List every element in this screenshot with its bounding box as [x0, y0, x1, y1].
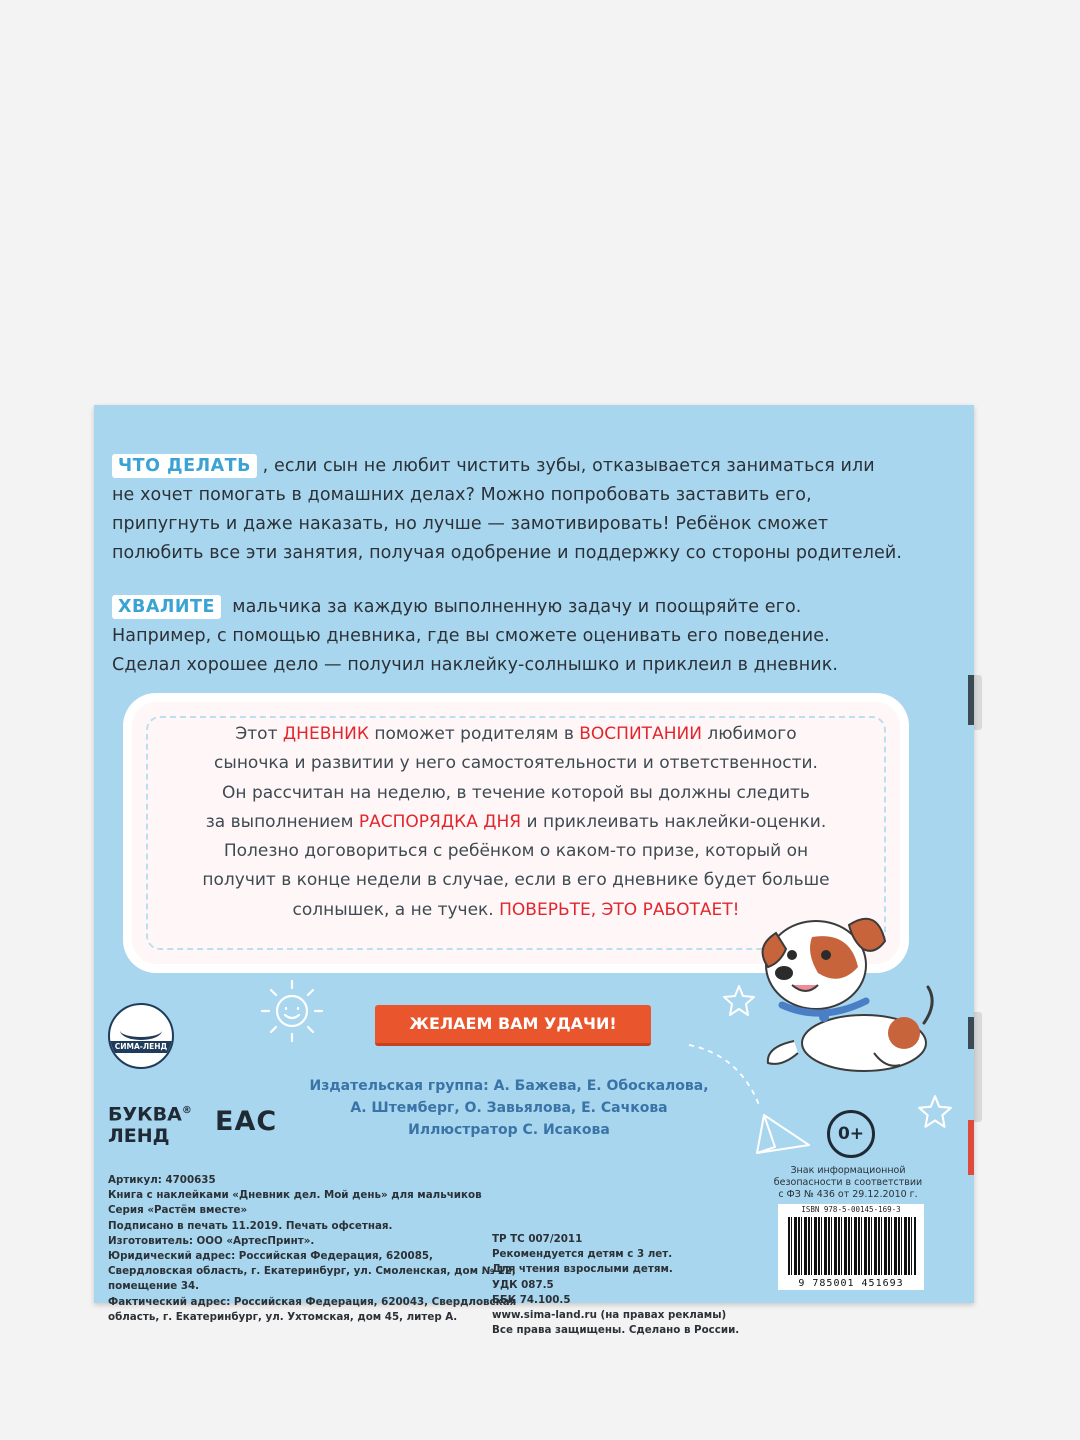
imprint-right — [492, 1232, 739, 1338]
imprint-line: Артикул: 4700635 — [108, 1174, 216, 1186]
notice-line: получит в конце недели в случае, если в его дневнике будет больше — [202, 870, 830, 891]
notice-red-word: РАСПОРЯДКА ДНЯ — [358, 811, 522, 832]
notice-text-segment: за выполнением — [205, 811, 359, 832]
imprint-line: Свердловская область, г. Екатеринбург, ул. Смоленская, дом № 12, — [108, 1265, 516, 1278]
red-page-marker — [968, 1120, 974, 1175]
dog-illustration — [754, 893, 944, 1073]
bukva-logo-word: БУКВА — [108, 1103, 182, 1126]
imprint-line: ББК 74.100.5 — [492, 1293, 571, 1306]
star-doodle-icon — [721, 983, 757, 1019]
imprint-line: Фактический адрес: Российская Федерация, 620043, Свердловская — [108, 1295, 517, 1308]
intro-highlight: ЧТО ДЕЛАТЬ — [112, 454, 257, 478]
notice-line: Он рассчитан на неделю, в течение которой вы должны следить — [222, 782, 810, 803]
book-back-cover — [94, 405, 974, 1337]
praise-line: Сделал хорошее дело — получил наклейку-солнышко и приклеил в дневник. — [112, 655, 839, 675]
publishers-credits — [274, 1075, 744, 1141]
imprint-line: Рекомендуется детям с 3 лет. — [492, 1248, 673, 1261]
credits-line: Иллюстратор С. Исакова — [408, 1122, 610, 1138]
praise-paragraph — [112, 593, 962, 680]
imprint-line: область, г. Екатеринбург, ул. Ухтомская, дом 45, литер А. — [108, 1310, 458, 1323]
isbn-text: ISBN 978-5-00145-169-3 — [801, 1205, 901, 1214]
age-note-line: Знак информационной — [790, 1165, 906, 1176]
notice-red-word: ДНЕВНИК — [282, 724, 369, 744]
page-marker — [968, 675, 974, 725]
notice-line: Полезно договориться с ребёнком о каком-то призе, который он — [223, 841, 809, 862]
age-note-line: безопасности в соответствии — [773, 1177, 923, 1188]
bukva-logo-word: ЛЕНД — [108, 1125, 170, 1148]
intro-line: полюбить все эти занятия, получая одобрение и поддержку со стороны родителей. — [112, 543, 902, 563]
notice-text-segment: Этот — [235, 724, 283, 744]
praise-line: Например, с помощью дневника, где вы сможете оценивать его поведение. — [112, 626, 830, 646]
seal-text: СИМА-ЛЕНД — [110, 1041, 172, 1053]
imprint-line: Юридический адрес: Российская Федерация, 620085, — [108, 1250, 433, 1263]
praise-highlight: ХВАЛИТЕ — [112, 595, 221, 619]
star-doodle-icon — [916, 1093, 954, 1131]
isbn-barcode — [778, 1204, 924, 1290]
credits-line: А. Штемберг, О. Завьялова, Е. Сачкова — [350, 1100, 668, 1116]
imprint-line: Серия «Растём вместе» — [108, 1204, 248, 1217]
notice-text-segment: любимого — [701, 724, 797, 744]
intro-line: припугнуть и даже наказать, но лучше — замотивировать! Ребёнок сможет — [112, 514, 829, 534]
sun-doodle-icon — [257, 975, 327, 1045]
registered-mark: ® — [181, 1105, 192, 1116]
eac-mark: EAC — [215, 1106, 278, 1137]
intro-line: , если сын не любит чистить зубы, отказывается заниматься или — [262, 456, 875, 476]
barcode-bars — [788, 1217, 916, 1275]
barcode-digits: 9 785001 451693 — [798, 1278, 904, 1289]
seal-wave-mark — [120, 1021, 162, 1040]
imprint-line: УДК 087.5 — [492, 1278, 554, 1291]
imprint-line: ТР ТС 007/2011 — [492, 1233, 583, 1245]
bukva-lend-logo — [108, 1100, 192, 1147]
imprint-left — [108, 1173, 516, 1325]
sima-land-logo — [108, 1003, 174, 1069]
wish-good-luck-banner: ЖЕЛАЕМ ВАМ УДАЧИ! — [375, 1005, 651, 1046]
intro-paragraph — [112, 452, 962, 568]
notice-text-segment: солнышек, а не тучек. — [292, 899, 500, 920]
praise-line: мальчика за каждую выполненную задачу и поощряйте его. — [232, 597, 802, 617]
imprint-line: Книга с наклейками «Дневник дел. Мой день» для мальчиков — [108, 1189, 482, 1202]
age-note-line: с ФЗ № 436 от 29.12.2010 г. — [778, 1189, 918, 1200]
age-rating-badge: 0+ — [827, 1110, 875, 1158]
notice-red-word: ВОСПИТАНИИ — [579, 724, 702, 744]
imprint-line: www.sima-land.ru (на правах рекламы) — [492, 1309, 727, 1322]
imprint-line: помещение 34. — [108, 1280, 200, 1293]
notice-text-segment: поможет родителям в — [368, 724, 580, 744]
credits-line: Издательская группа: А. Бажева, Е. Обоскалова, — [309, 1078, 709, 1094]
notice-red-word: ПОВЕРЬТЕ, ЭТО РАБОТАЕТ! — [499, 899, 740, 920]
imprint-line: Изготовитель: ООО «АртесПринт». — [108, 1234, 315, 1247]
intro-line: не хочет помогать в домашних делах? Можно попробовать заставить его, — [112, 485, 812, 505]
imprint-line: Подписано в печать 11.2019. Печать офсетная. — [108, 1219, 393, 1232]
imprint-line: Все права защищены. Сделано в России. — [492, 1324, 740, 1337]
notice-line: сыночка и развитии у него самостоятельности и ответственности. — [214, 753, 818, 774]
age-rating-note — [768, 1165, 928, 1201]
imprint-line: Для чтения взрослыми детям. — [492, 1263, 673, 1276]
notice-text-segment: и приклеивать наклейки-оценки. — [521, 811, 827, 832]
page-marker — [968, 1017, 974, 1049]
